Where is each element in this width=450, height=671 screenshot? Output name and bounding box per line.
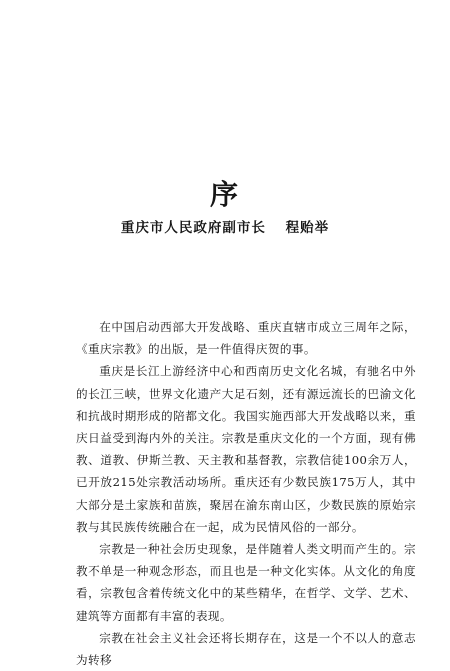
paragraph-4: 宗教在社会主义社会还将长期存在，这是一个不以人的意志为转移 bbox=[76, 630, 416, 668]
paragraph-3: 宗教是一种社会历史现象，是伴随着人类文明而产生的。宗教不单是一种观念形态，而且也是一种文化实体。从文化的角度看，宗教包含着传统文化中的某些精华，在哲学、文学、艺术、建筑等方面都有丰富的表现。 bbox=[76, 542, 416, 623]
paragraph-2: 重庆是长江上游经济中心和西南历史文化名城，有驰名中外的长江三峡，世界文化遗产大足石刻，还有源远流长的巴渝文化和抗战时期形成的陪都文化。我国实施西部大开发战略以来，重庆日益受到海内外的关注。宗教是重庆文化的一个方面，现有佛教、道教、伊斯兰教、天主教和基督教，宗教信徒100余万人，已开放215处宗教活动场所。重庆还有少数民族175万人，其中大部分是土家族和苗族，聚居在渝东南山区，少数民族的原始宗教与其民族传统融合在一起，成为民情风俗的一部分。 bbox=[76, 364, 416, 534]
preface-title: 序 bbox=[209, 178, 240, 211]
paragraph-1: 在中国启动西部大开发战略、重庆直辖市成立三周年之际，《重庆宗教》的出版，是一件值得庆贺的事。 bbox=[76, 320, 416, 357]
author-byline: 重庆市人民政府副市长 程贻举 bbox=[120, 220, 330, 236]
body-text bbox=[76, 316, 416, 671]
